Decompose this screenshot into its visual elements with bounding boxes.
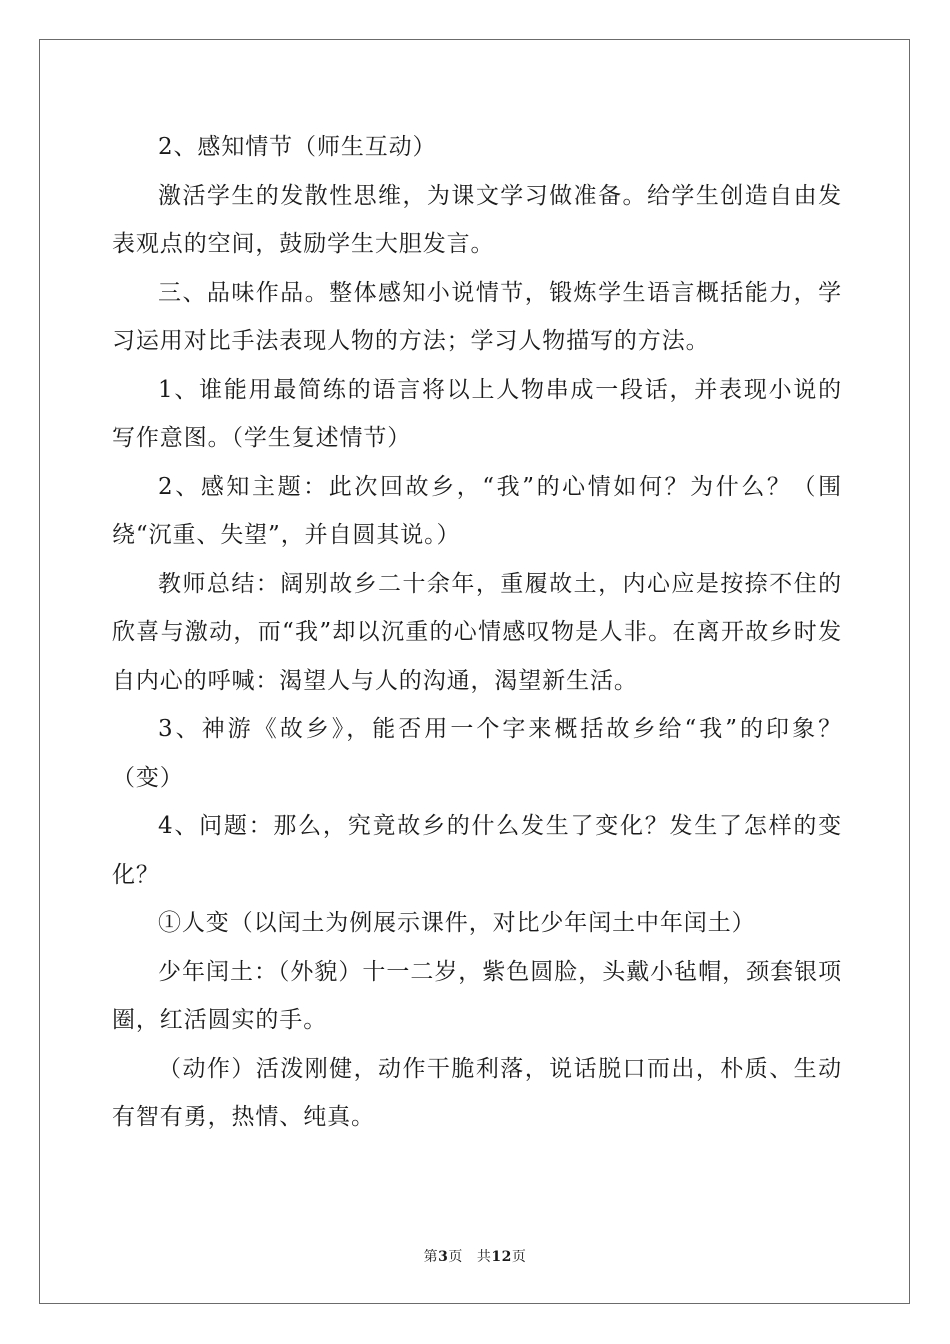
page-unit: 页	[448, 1249, 463, 1265]
paragraph-one-word-impression: 3、神游《故乡》，能否用一个字来概括故乡给“我”的印象？（变）	[112, 716, 842, 791]
paragraph-summarize-characters: 1、谁能用最简练的语言将以上人物串成一段话，并表现小说的写作意图。（学生复述情节）	[112, 376, 842, 451]
total-prefix: 共	[476, 1249, 492, 1265]
paragraph-actions: （动作）活泼刚健，动作干脆利落，说话脱口而出，朴质、生动有智有勇，热情、纯真。	[112, 1055, 842, 1130]
paragraph-appreciate-work: 三、品味作品。整体感知小说情节，锻炼学生语言概括能力，学习运用对比手法表现人物的方法；学习人物描写的方法。	[112, 279, 842, 354]
document-body	[112, 123, 842, 1142]
page-total: 12	[491, 1249, 512, 1265]
paragraph-perceive-plot: 2、感知情节（师生互动）	[158, 134, 437, 160]
paragraph-people-change: ①人变（以闰土为例展示课件，对比少年闰土中年闰土）	[158, 910, 756, 936]
paragraph-young-runtu: 少年闰土：（外貌）十一二岁，紫色圆脸，头戴小毡帽，颈套银项圈，红活圆实的手。	[112, 958, 842, 1033]
paragraph-question-change: 4、问题：那么，究竟故乡的什么发生了变化？发生了怎样的变化？	[112, 813, 842, 888]
total-unit: 页	[511, 1249, 527, 1265]
page-current: 3	[438, 1249, 449, 1265]
paragraph-perceive-theme: 2、感知主题：此次回故乡，“我”的心情如何？为什么？（围绕“沉重、失望”，并自圆其说。）	[112, 473, 842, 548]
paragraph-activate-thinking: 激活学生的发散性思维，为课文学习做准备。给学生创造自由发表观点的空间，鼓励学生大胆发言。	[112, 182, 842, 257]
page-prefix: 第	[423, 1249, 439, 1265]
page-footer	[0, 1246, 950, 1266]
paragraph-teacher-summary: 教师总结：阔别故乡二十余年，重履故土，内心应是按捺不住的欣喜与激动，而“我”却以沉重的心情感叹物是人非。在离开故乡时发自内心的呼喊：渴望人与人的沟通，渴望新生活。	[112, 570, 842, 694]
